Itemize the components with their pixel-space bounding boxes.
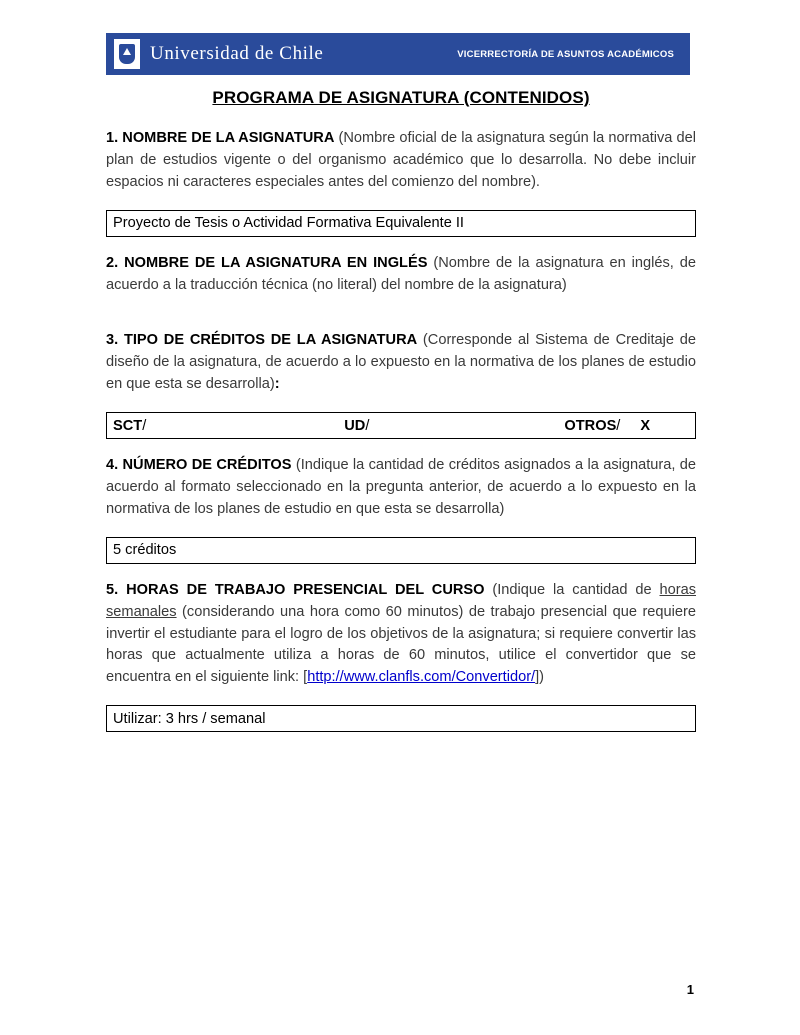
credit-option-ud[interactable] bbox=[344, 418, 389, 434]
section-5-description-part3: ]) bbox=[535, 669, 545, 686]
shield-icon bbox=[119, 44, 135, 64]
credit-option-sct-label: SCT bbox=[113, 417, 143, 434]
section-3-text bbox=[106, 330, 696, 396]
spacer bbox=[106, 312, 696, 330]
field-horas-presenciales[interactable] bbox=[106, 705, 696, 732]
page-title: PROGRAMA DE ASIGNATURA (CONTENIDOS) bbox=[212, 88, 590, 107]
credit-option-otros-mark: X bbox=[640, 417, 651, 434]
convertidor-link[interactable]: http://www.clanfls.com/Convertidor/ bbox=[307, 669, 536, 686]
section-5-description-part1: (Indique la cantidad de bbox=[484, 581, 660, 598]
credit-option-otros-label: OTROS bbox=[564, 417, 617, 434]
section-5-description-part2: (considerando una hora como 60 minutos) de trabajo presencial que requiere invertir el estudiante para el logro de los objetivos de la asignatura; si requiere convertir las horas que actualmente utiliza a horas de 60 minutos, utilice el convertidor que se encuentra en el siguiente link: [ bbox=[106, 603, 696, 686]
page-number: 1 bbox=[686, 982, 694, 997]
credit-option-sct[interactable] bbox=[113, 418, 166, 434]
section-2-heading: 2. NOMBRE DE LA ASIGNATURA EN INGLÉS bbox=[106, 254, 428, 271]
section-3-description: (Corresponde al Sistema de Creditaje de diseño de la asignatura, de acuerdo a lo expuesto en la normativa de los planes de estudio en que esta se desarrolla) bbox=[106, 332, 696, 393]
section-1-text bbox=[106, 128, 696, 194]
credit-option-otros[interactable] bbox=[564, 418, 650, 434]
section-2-description: (Nombre de la asignatura en inglés, de acuerdo a la traducción técnica (no literal) del nombre de la asignatura) bbox=[106, 254, 696, 293]
university-name: Universidad de Chile bbox=[150, 43, 324, 64]
office-name: VICERRECTORÍA DE ASUNTOS ACADÉMICOS bbox=[457, 48, 674, 60]
credit-option-ud-label: UD bbox=[344, 417, 366, 434]
section-1-description: (Nombre oficial de la asignatura según la normativa del plan de estudios vigente o del organismo académico que lo desarrolla. No debe incluir espacios ni caracteres especiales antes del comienzo del nombre). bbox=[106, 130, 696, 190]
field-nombre-asignatura[interactable] bbox=[106, 210, 696, 237]
section-3-heading: 3. TIPO DE CRÉDITOS DE LA ASIGNATURA bbox=[106, 332, 418, 349]
document-body bbox=[106, 88, 696, 748]
section-4-heading: 4. NÚMERO DE CRÉDITOS bbox=[106, 457, 292, 474]
section-4-description: (Indique la cantidad de créditos asignados a la asignatura, de acuerdo al formato seleccionado en la pregunta anterior, de acuerdo a lo expuesto en la normativa de los planes de estudio en que esta se desarrolla) bbox=[106, 457, 696, 517]
section-3-description-tail: : bbox=[274, 376, 280, 393]
field-horas-presenciales-value: Utilizar: 3 hrs / semanal bbox=[113, 710, 266, 727]
university-logo bbox=[114, 39, 140, 69]
section-5-description-underlined: horas semanales bbox=[106, 581, 697, 620]
section-2-text bbox=[106, 253, 696, 297]
section-1-heading: 1. NOMBRE DE LA ASIGNATURA bbox=[106, 130, 335, 146]
section-5-text bbox=[106, 580, 696, 689]
section-4-text bbox=[106, 455, 696, 521]
field-numero-creditos[interactable] bbox=[106, 537, 696, 564]
credit-option-otros-separator: / bbox=[616, 417, 621, 434]
field-tipo-creditos[interactable] bbox=[106, 412, 696, 439]
section-5-heading: 5. HORAS DE TRABAJO PRESENCIAL DEL CURSO bbox=[106, 581, 485, 598]
credit-option-sct-separator: / bbox=[142, 417, 147, 434]
credit-option-ud-separator: / bbox=[365, 417, 370, 434]
header-banner bbox=[106, 33, 690, 75]
field-nombre-asignatura-value: Proyecto de Tesis o Actividad Formativa Equivalente II bbox=[113, 215, 464, 232]
field-numero-creditos-value: 5 créditos bbox=[113, 542, 177, 559]
